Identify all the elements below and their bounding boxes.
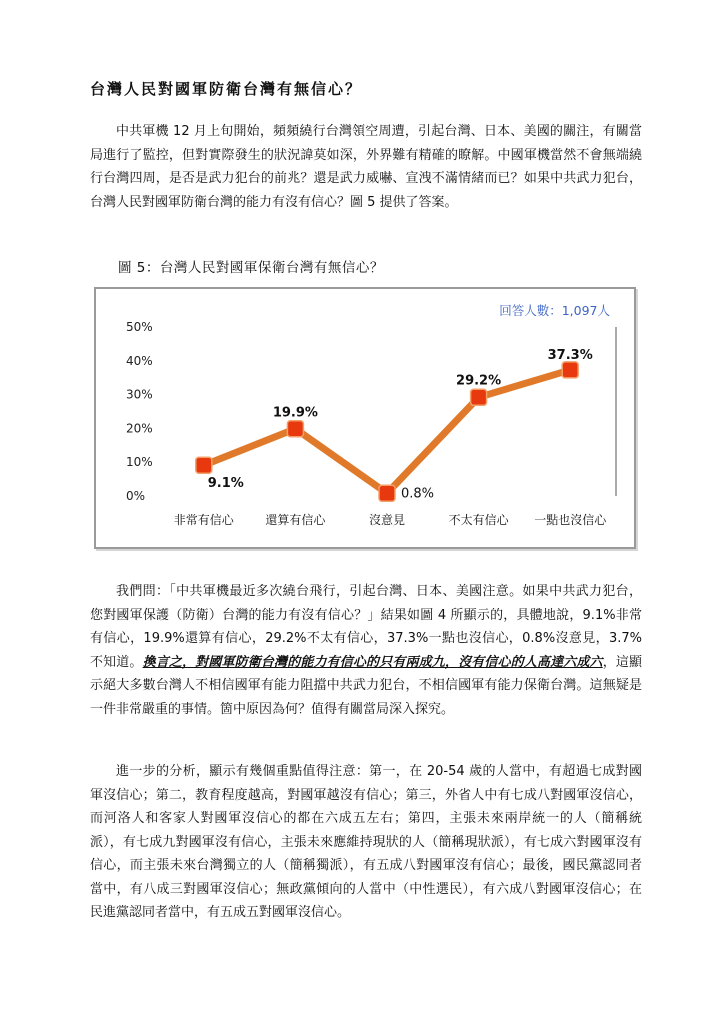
line-chart (96, 289, 634, 547)
x-category-label: 沒意見 (368, 513, 406, 527)
x-category-label: 不太有信心 (448, 513, 509, 527)
data-point-marker (379, 485, 395, 501)
y-tick-label: 40% (126, 353, 153, 368)
chart-frame (94, 287, 636, 549)
y-tick-label: 50% (126, 320, 153, 334)
data-point-marker (287, 421, 303, 437)
y-tick-label: 0% (126, 489, 146, 503)
x-category-label: 一點也沒信心 (534, 513, 607, 527)
data-label: 19.9% (272, 405, 318, 421)
x-category-label: 非常有信心 (173, 513, 234, 527)
results-emphasis: 換言之，對國軍防衛台灣的能力有信心的只有兩成九，沒有信心的人高達六成六 (142, 654, 603, 670)
x-category-label: 還算有信心 (265, 513, 326, 527)
data-label: 29.2% (456, 373, 502, 389)
data-point-marker (471, 389, 487, 405)
respondents-count: 回答人數：1,097人 (499, 303, 610, 318)
y-tick-label: 10% (126, 455, 153, 470)
paragraph-intro: 中共軍機 12 月上旬開始，頻頻繞行台灣領空周遭，引起台灣、日本、美國的關注，有關當局進行了監控，但對實際發生的狀況諱莫如深，外界難有精確的瞭解。中國軍機當然不會無端繞行台灣四周，是否是武力犯台的前兆？還是武力威嚇、宣洩不滿情緒而已？如果中共武力犯台，台灣人民對國軍防衛台灣的能力有沒有信心？圖 5 提供了答案。 (90, 124, 642, 210)
y-tick-label: 20% (126, 421, 153, 436)
results-tail: ，這顯示絕大多數台灣人不相信國軍有能力阻擋中共武力犯台，不相信國軍有能力保衛台灣。這無疑是一件非常嚴重的事情。箇中原因為何？值得有關當局深入探究。 (90, 654, 642, 717)
data-label: 37.3% (547, 347, 593, 363)
paragraph-analysis: 進一步的分析，顯示有幾個重點值得注意：第一，在 20-54 歲的人當中，有超過七成對國軍沒信心；第二，教育程度越高，對國軍越沒有信心；第三，外省人中有七成八對國軍沒信心，而河洛人和客家人對國軍沒信心的都在六成五左右；第四，主張未來兩岸統一的人（簡稱統派），有七成九對國軍沒有信心，主張未來應維持現狀的人（簡稱現狀派），有七成六對國軍沒有信心，而主張未來台灣獨立的人（簡稱獨派），有五成八對國軍沒有信心；最後，國民黨認同者當中，有八成三對國軍沒信心；無政黨傾向的人當中（中性選民），有六成八對國軍沒信心；在民進黨認同者當中，有五成五對國軍沒信心。 (90, 764, 642, 920)
paragraph-results (90, 580, 642, 721)
data-label: 9.1% (207, 476, 244, 492)
series-line (204, 370, 570, 493)
figure-caption: 圖 5：台灣人民對國軍保衛台灣有無信心？ (118, 260, 384, 276)
data-point-marker (562, 362, 578, 378)
results-lead: 我們問：「中共軍機最近多次繞台飛行，引起台灣、日本、美國注意。如果中共武力犯台，您對國軍保護（防衛）台灣的能力有沒有信心？」結果如圖 4 所顯示的，具體地說，9.1%非常有信心，19.9%還算有信心，29.2%不太有信心，37.3%一點也沒信心，0.8%沒意見，3.7%不知道。 (90, 584, 642, 670)
data-point-marker (196, 457, 212, 473)
data-label: 0.8% (401, 486, 435, 502)
y-tick-label: 30% (126, 387, 153, 402)
article-heading: 台灣人民對國軍防衛台灣有無信心？ (90, 80, 363, 98)
